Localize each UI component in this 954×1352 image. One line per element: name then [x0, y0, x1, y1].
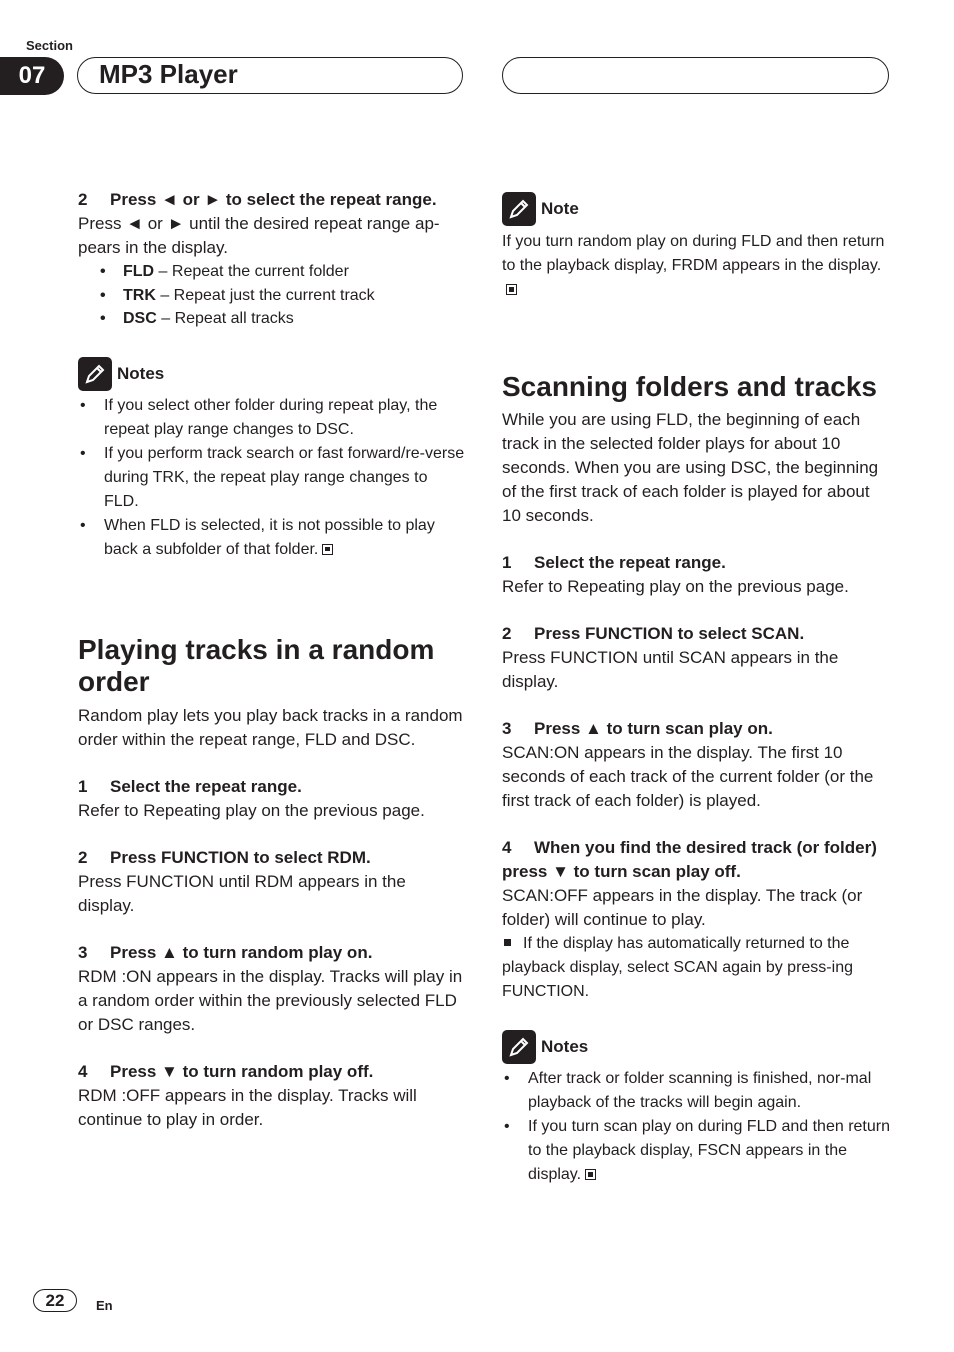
left-column — [78, 188, 466, 1132]
end-mark-icon — [322, 544, 333, 555]
list-item: • TRK – Repeat just the current track — [78, 284, 466, 308]
note-item: • If you turn scan play on during FLD and then return to the playback display, FSCN appears in the display. — [502, 1115, 890, 1187]
notes-header: Notes — [502, 1030, 890, 1064]
step-heading: 4 When you find the desired track (or folder) press ▼ to turn scan play off. — [502, 838, 877, 881]
language-label: En — [96, 1298, 113, 1313]
square-bullet-icon — [504, 939, 511, 946]
note-item: • When FLD is selected, it is not possible to play back a subfolder of that folder. — [78, 514, 466, 562]
step-heading: 1 Select the repeat range. — [502, 553, 726, 572]
list-item: • FLD – Repeat the current folder — [78, 260, 466, 284]
note-text: If you turn random play on during FLD and then return to the playback display, FRDM appears in the display. — [502, 230, 890, 302]
note-header: Note — [502, 192, 890, 226]
step-body: Press FUNCTION until RDM appears in the display. — [78, 871, 406, 915]
pencil-icon — [502, 1030, 536, 1064]
end-mark-icon — [506, 284, 517, 295]
step-body: Refer to Repeating play on the previous page. — [502, 577, 849, 596]
notes-header: Notes — [78, 357, 466, 391]
step-heading: 2 Press FUNCTION to select RDM. — [78, 847, 371, 867]
pencil-icon — [78, 357, 112, 391]
step-body: Press ◄ or ► until the desired repeat range ap-pears in the display. — [78, 214, 440, 257]
page-number: 22 — [33, 1289, 77, 1312]
step-extra-note: If the display has automatically returned to the playback display, select SCAN again by press-ing FUNCTION. — [502, 935, 853, 1000]
notes-list — [78, 394, 466, 562]
step-heading: 2 Press ◄ or ► to select the repeat range. — [78, 190, 437, 209]
step-body: RDM :OFF appears in the display. Tracks will continue to play in order. — [78, 1085, 417, 1129]
step-heading: 4 Press ▼ to turn random play off. — [78, 1061, 374, 1081]
section-heading: Playing tracks in a random order — [78, 633, 435, 697]
right-column — [502, 192, 890, 1187]
intro-paragraph: While you are using FLD, the beginning of each track in the selected folder plays for about 10 seconds. When you are using DSC, the beginning of the first track of each folder is played for about 10 seconds. — [502, 410, 879, 525]
list-item: • DSC – Repeat all tracks — [78, 307, 466, 331]
empty-title-frame — [502, 57, 889, 94]
section-label: Section — [26, 38, 73, 53]
note-item: • After track or folder scanning is finished, nor-mal playback of the tracks will begin again. — [502, 1067, 890, 1115]
page-title: MP3 Player — [99, 59, 238, 89]
intro-paragraph: Random play lets you play back tracks in a random order within the repeat range, FLD and DSC. — [78, 705, 463, 749]
section-heading: Scanning folders and tracks — [502, 371, 877, 402]
note-item: • If you perform track search or fast forward/re-verse during TRK, the repeat play range changes to FLD. — [78, 442, 466, 514]
step-heading: 1 Select the repeat range. — [78, 776, 302, 796]
step-heading: 3 Press ▲ to turn scan play on. — [502, 719, 773, 738]
repeat-range-list — [78, 260, 466, 331]
step-body: SCAN:OFF appears in the display. The track (or folder) will continue to play. — [502, 886, 863, 929]
step-body: SCAN:ON appears in the display. The first 10 seconds of each track of the current folder (or the first track of each folder) is played. — [502, 743, 874, 810]
step-body: Press FUNCTION until SCAN appears in the display. — [502, 648, 839, 691]
end-mark-icon — [585, 1169, 596, 1180]
step-heading: 3 Press ▲ to turn random play on. — [78, 942, 373, 962]
note-item: • If you select other folder during repeat play, the repeat play range changes to DSC. — [78, 394, 466, 442]
pencil-icon — [502, 192, 536, 226]
notes-list — [502, 1067, 890, 1187]
section-number: 07 — [0, 57, 64, 95]
step-body: RDM :ON appears in the display. Tracks will play in a random order within the previously selected FLD or DSC ranges. — [78, 966, 463, 1034]
step-heading: 2 Press FUNCTION to select SCAN. — [502, 624, 805, 643]
step-body: Refer to Repeating play on the previous page. — [78, 800, 425, 820]
